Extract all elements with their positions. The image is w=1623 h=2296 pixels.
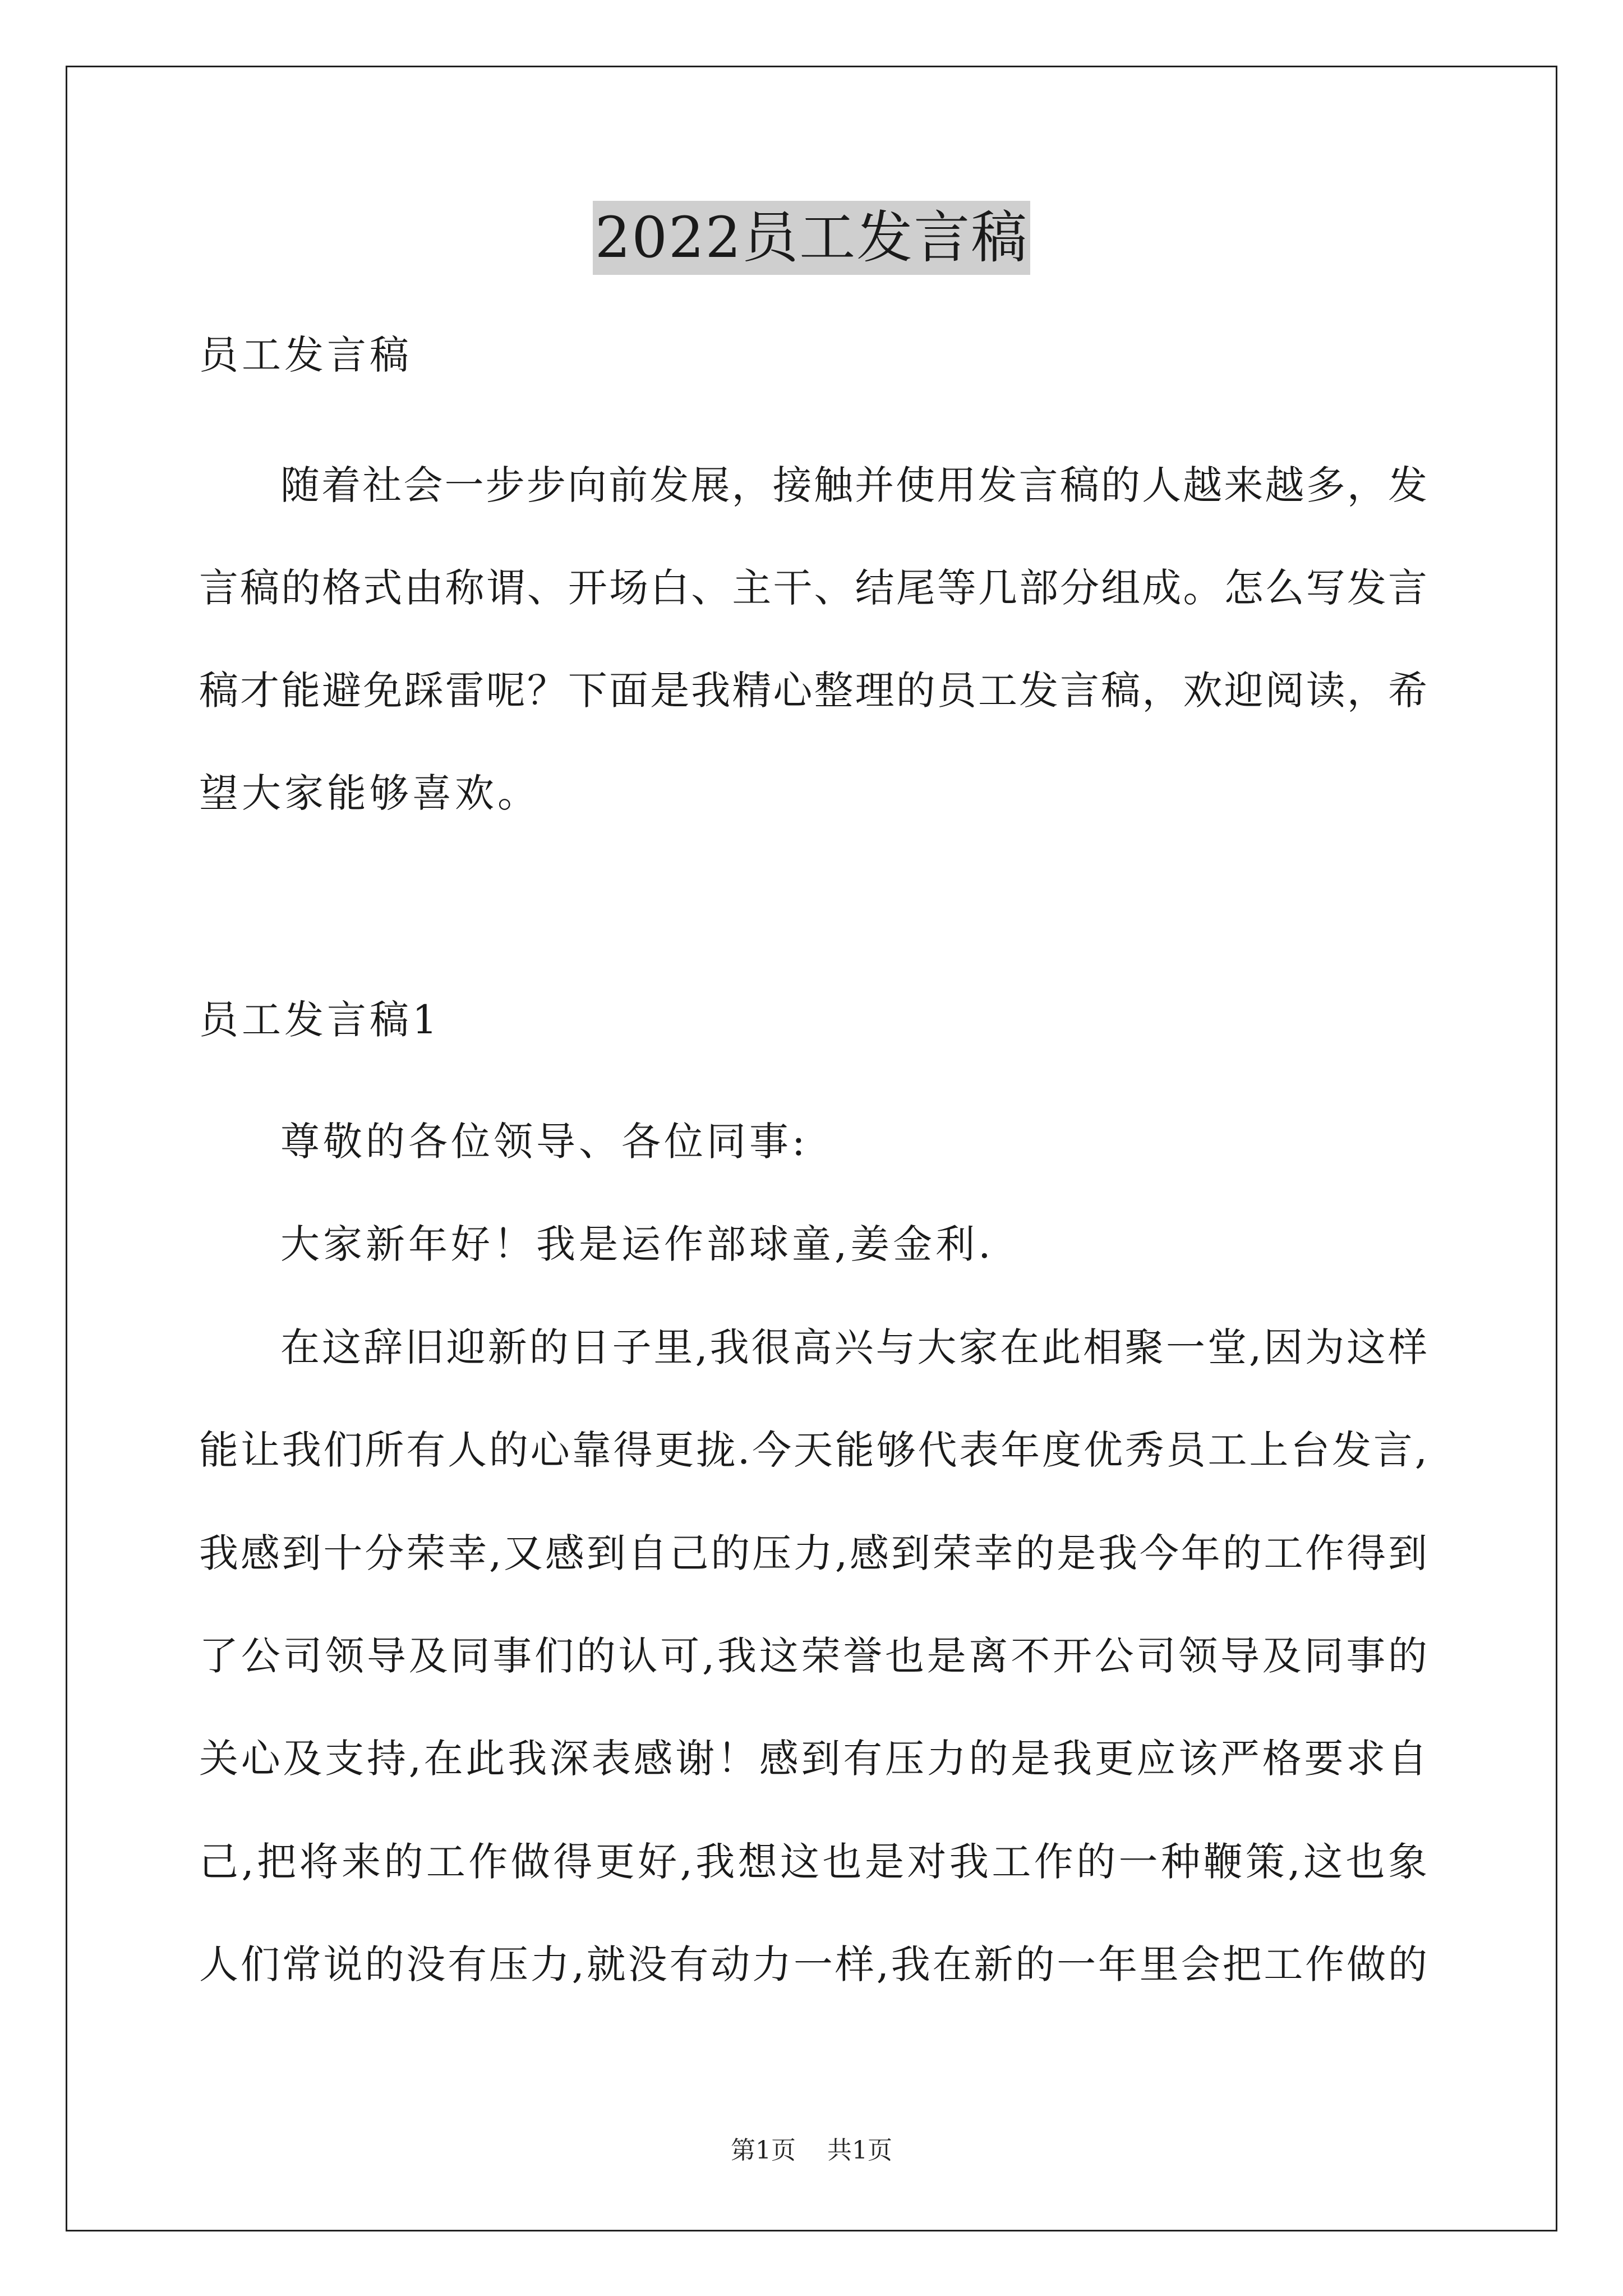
intro-line: 随着社会一步步向前发展，接触并使用发言稿的人越来越多，发 — [280, 462, 1427, 508]
body-line: 能让我们所有人的心靠得更拢.今天能够代表年度优秀员工上台发言, — [199, 1427, 1427, 1473]
intro-line: 言稿的格式由称谓、开场白、主干、结尾等几部分组成。怎么写发言 — [199, 565, 1427, 611]
body-line: 己,把将来的工作做得更好,我想这也是对我工作的一种鞭策,这也象 — [199, 1839, 1427, 1885]
section-heading: 员工发言稿1 — [199, 997, 441, 1043]
page-total: 共1页 — [827, 2136, 892, 2165]
intro-line: 望大家能够喜欢。 — [199, 770, 540, 816]
body-line: 人们常说的没有压力,就没有动力一样,我在新的一年里会把工作做的 — [199, 1941, 1427, 1987]
body-line: 我感到十分荣幸,又感到自己的压力,感到荣幸的是我今年的工作得到 — [199, 1530, 1427, 1576]
document-title: 2022员工发言稿 — [593, 201, 1031, 275]
intro-heading: 员工发言稿 — [199, 332, 412, 378]
body-line: 在这辞旧迎新的日子里,我很高兴与大家在此相聚一堂,因为这样 — [280, 1324, 1427, 1370]
body-line: 了公司领导及同事们的认可,我这荣誉也是离不开公司领导及同事的 — [199, 1633, 1427, 1679]
intro-line: 稿才能避免踩雷呢？下面是我精心整理的员工发言稿，欢迎阅读，希 — [199, 668, 1427, 714]
greeting: 大家新年好！我是运作部球童,姜金利. — [280, 1221, 994, 1267]
page-number: 第1页 — [731, 2136, 796, 2165]
title-container — [0, 201, 1623, 275]
salutation: 尊敬的各位领导、各位同事: — [280, 1119, 809, 1165]
page-footer — [0, 2135, 1623, 2166]
body-line: 关心及支持,在此我深表感谢！感到有压力的是我更应该严格要求自 — [199, 1736, 1427, 1782]
